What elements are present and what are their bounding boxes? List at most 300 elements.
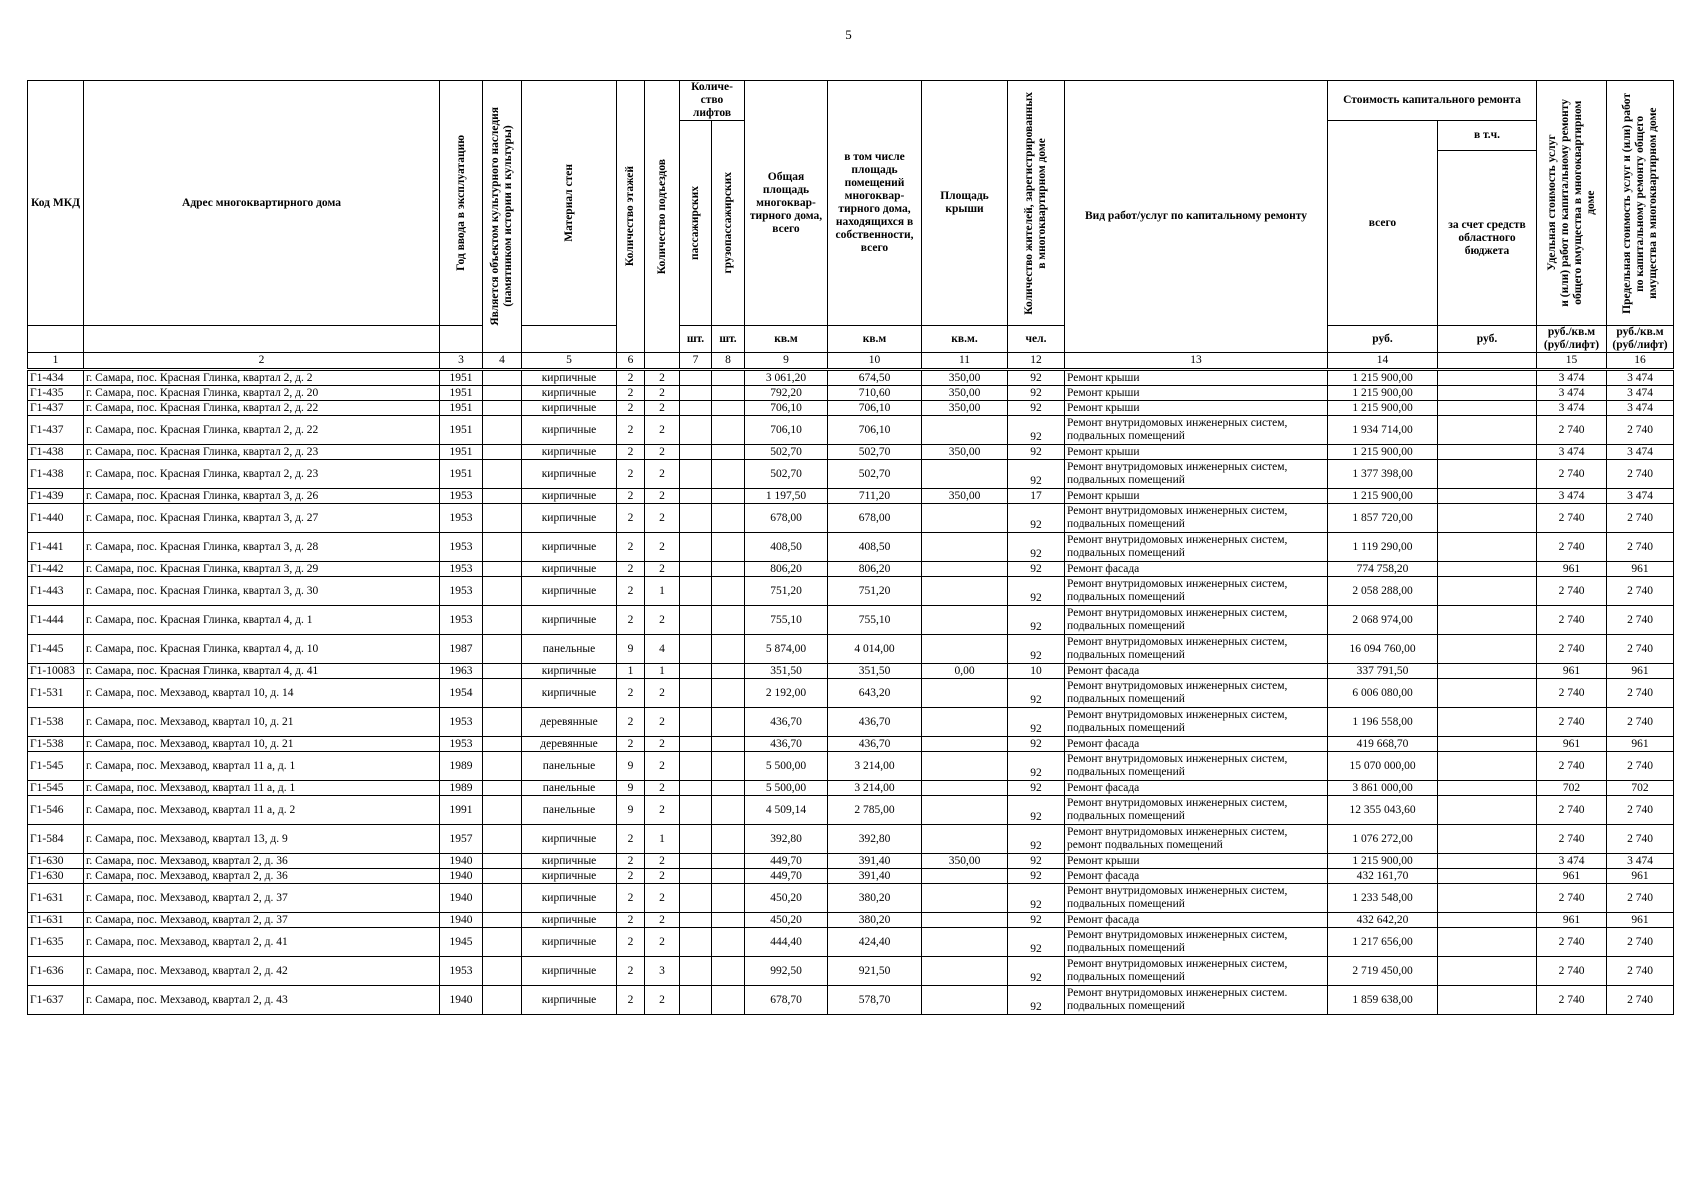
cell-address: г. Самара, пос. Мехзавод, квартал 11 а, д. 1 xyxy=(84,781,440,796)
cell-total: 449,70 xyxy=(745,854,828,869)
column-number: 3 xyxy=(440,353,483,370)
cell-address: г. Самара, пос. Мехзавод, квартал 10, д. 21 xyxy=(84,708,440,737)
cell-entr: 2 xyxy=(645,416,680,445)
cell-roof xyxy=(922,781,1008,796)
column-number xyxy=(1438,353,1537,370)
column-number: 9 xyxy=(745,353,828,370)
cell-empty xyxy=(680,884,712,913)
cell-unit: 2 740 xyxy=(1537,533,1607,562)
cell-year: 1953 xyxy=(440,504,483,533)
cell-total: 678,70 xyxy=(745,986,828,1015)
cell-entr: 4 xyxy=(645,635,680,664)
table-row xyxy=(28,533,1674,562)
cell-empty xyxy=(1438,401,1537,416)
cell-owned: 578,70 xyxy=(828,986,922,1015)
cell-empty xyxy=(712,928,745,957)
cell-limit: 2 740 xyxy=(1607,752,1674,781)
cell-walls: панельные xyxy=(522,781,617,796)
cell-work: Ремонт внутридомовых инженерных систем, подвальных помещений xyxy=(1065,796,1328,825)
cell-unit: 3 474 xyxy=(1537,386,1607,401)
col-cost-regional-header: за счет средств областного бюджета xyxy=(1438,151,1537,326)
cell-empty xyxy=(712,460,745,489)
cell-empty xyxy=(712,869,745,884)
cell-unit: 3 474 xyxy=(1537,489,1607,504)
cell-floors: 2 xyxy=(617,533,645,562)
unit-total-area: кв.м xyxy=(745,326,828,353)
column-number: 4 xyxy=(483,353,522,370)
cell-entr: 2 xyxy=(645,562,680,577)
page-number: 5 xyxy=(845,27,852,42)
cell-total: 450,20 xyxy=(745,884,828,913)
cell-empty xyxy=(712,708,745,737)
cell-empty xyxy=(712,606,745,635)
cell-code: Г1-538 xyxy=(28,708,84,737)
cell-code: Г1-435 xyxy=(28,386,84,401)
cell-empty xyxy=(483,562,522,577)
cell-address: г. Самара, пос. Мехзавод, квартал 2, д. 37 xyxy=(84,884,440,913)
cell-limit: 2 740 xyxy=(1607,957,1674,986)
cell-entr: 2 xyxy=(645,986,680,1015)
cell-owned: 921,50 xyxy=(828,957,922,986)
cell-floors: 2 xyxy=(617,913,645,928)
cell-address: г. Самара, пос. Красная Глинка, квартал 2, д. 23 xyxy=(84,460,440,489)
table-row xyxy=(28,884,1674,913)
unit-cost-regional: руб. xyxy=(1438,326,1537,353)
cell-res: 92 xyxy=(1008,386,1065,401)
cell-owned: 391,40 xyxy=(828,869,922,884)
cell-unit: 2 740 xyxy=(1537,752,1607,781)
table-body xyxy=(28,370,1674,1015)
cell-work: Ремонт внутридомовых инженерных систем, подвальных помещений xyxy=(1065,460,1328,489)
cell-empty xyxy=(680,370,712,386)
cell-cost: 2 719 450,00 xyxy=(1328,957,1438,986)
repair-register-table xyxy=(27,80,1674,1015)
table-row xyxy=(28,635,1674,664)
cell-year: 1940 xyxy=(440,854,483,869)
cell-limit: 2 740 xyxy=(1607,635,1674,664)
column-number: 5 xyxy=(522,353,617,370)
cell-unit: 2 740 xyxy=(1537,825,1607,854)
cell-roof xyxy=(922,577,1008,606)
cell-empty xyxy=(483,460,522,489)
column-number: 2 xyxy=(84,353,440,370)
cell-empty xyxy=(1438,416,1537,445)
cell-address: г. Самара, пос. Красная Глинка, квартал 3, д. 29 xyxy=(84,562,440,577)
cell-floors: 2 xyxy=(617,737,645,752)
cell-empty xyxy=(712,825,745,854)
cell-address: г. Самара, пос. Мехзавод, квартал 2, д. 36 xyxy=(84,854,440,869)
cell-roof xyxy=(922,957,1008,986)
cell-entr: 2 xyxy=(645,504,680,533)
cell-res: 92 xyxy=(1008,884,1065,913)
cell-cost: 15 070 000,00 xyxy=(1328,752,1438,781)
cell-res: 92 xyxy=(1008,825,1065,854)
cell-empty xyxy=(712,752,745,781)
cell-limit: 2 740 xyxy=(1607,416,1674,445)
cell-work: Ремонт внутридомовых инженерных систем, подвальных помещений xyxy=(1065,504,1328,533)
cell-cost: 1 377 398,00 xyxy=(1328,460,1438,489)
cell-address: г. Самара, пос. Красная Глинка, квартал 4, д. 1 xyxy=(84,606,440,635)
cell-empty xyxy=(712,854,745,869)
col-cost-header: Стоимость капитального ремонта xyxy=(1328,81,1537,121)
cell-empty xyxy=(680,869,712,884)
cell-entr: 2 xyxy=(645,445,680,460)
cell-code: Г1-439 xyxy=(28,489,84,504)
cell-walls: кирпичные xyxy=(522,928,617,957)
cell-empty xyxy=(483,986,522,1015)
cell-empty xyxy=(680,913,712,928)
cell-code: Г1-545 xyxy=(28,752,84,781)
cell-roof xyxy=(922,796,1008,825)
cell-empty xyxy=(712,562,745,577)
cell-limit: 961 xyxy=(1607,737,1674,752)
cell-floors: 2 xyxy=(617,869,645,884)
cell-empty xyxy=(680,825,712,854)
cell-owned: 711,20 xyxy=(828,489,922,504)
cell-empty xyxy=(1438,664,1537,679)
cell-floors: 2 xyxy=(617,416,645,445)
cell-entr: 2 xyxy=(645,460,680,489)
cell-total: 351,50 xyxy=(745,664,828,679)
col-lifts-passenger-header: пассажирских xyxy=(680,121,712,326)
cell-entr: 2 xyxy=(645,708,680,737)
cell-res: 92 xyxy=(1008,752,1065,781)
cell-empty xyxy=(712,796,745,825)
unit-residents: чел. xyxy=(1008,326,1065,353)
cell-address: г. Самара, пос. Мехзавод, квартал 2, д. 36 xyxy=(84,869,440,884)
cell-year: 1940 xyxy=(440,913,483,928)
cell-floors: 2 xyxy=(617,386,645,401)
table-row xyxy=(28,781,1674,796)
cell-unit: 961 xyxy=(1537,562,1607,577)
cell-floors: 2 xyxy=(617,460,645,489)
cell-empty xyxy=(712,635,745,664)
cell-limit: 702 xyxy=(1607,781,1674,796)
cell-empty xyxy=(1438,606,1537,635)
cell-entr: 1 xyxy=(645,664,680,679)
cell-total: 502,70 xyxy=(745,460,828,489)
cell-empty xyxy=(483,401,522,416)
cell-unit: 2 740 xyxy=(1537,679,1607,708)
cell-limit: 3 474 xyxy=(1607,386,1674,401)
cell-year: 1954 xyxy=(440,679,483,708)
cell-code: Г1-438 xyxy=(28,460,84,489)
cell-entr: 2 xyxy=(645,606,680,635)
cell-work: Ремонт фасада xyxy=(1065,913,1328,928)
cell-res: 17 xyxy=(1008,489,1065,504)
cell-unit: 2 740 xyxy=(1537,460,1607,489)
cell-floors: 2 xyxy=(617,606,645,635)
cell-work: Ремонт крыши xyxy=(1065,401,1328,416)
cell-empty xyxy=(712,737,745,752)
cell-limit: 2 740 xyxy=(1607,679,1674,708)
cell-empty xyxy=(1438,781,1537,796)
cell-empty xyxy=(1438,986,1537,1015)
cell-address: г. Самара, пос. Мехзавод, квартал 2, д. 37 xyxy=(84,913,440,928)
cell-res: 92 xyxy=(1008,781,1065,796)
cell-empty xyxy=(712,884,745,913)
cell-limit: 2 740 xyxy=(1607,533,1674,562)
cell-unit: 2 740 xyxy=(1537,986,1607,1015)
cell-res: 92 xyxy=(1008,986,1065,1015)
cell-roof xyxy=(922,913,1008,928)
cell-total: 5 874,00 xyxy=(745,635,828,664)
cell-empty xyxy=(483,679,522,708)
cell-cost: 2 068 974,00 xyxy=(1328,606,1438,635)
cell-cost: 6 006 080,00 xyxy=(1328,679,1438,708)
cell-total: 751,20 xyxy=(745,577,828,606)
cell-code: Г1-584 xyxy=(28,825,84,854)
cell-code: Г1-546 xyxy=(28,796,84,825)
cell-entr: 2 xyxy=(645,884,680,913)
cell-work: Ремонт крыши xyxy=(1065,445,1328,460)
cell-code: Г1-441 xyxy=(28,533,84,562)
cell-owned: 674,50 xyxy=(828,370,922,386)
cell-roof xyxy=(922,737,1008,752)
cell-owned: 706,10 xyxy=(828,401,922,416)
cell-empty xyxy=(680,928,712,957)
cell-empty xyxy=(712,679,745,708)
cell-limit: 961 xyxy=(1607,664,1674,679)
cell-floors: 2 xyxy=(617,577,645,606)
cell-work: Ремонт крыши xyxy=(1065,489,1328,504)
cell-floors: 9 xyxy=(617,781,645,796)
cell-roof xyxy=(922,606,1008,635)
cell-work: Ремонт фасада xyxy=(1065,869,1328,884)
table-row xyxy=(28,796,1674,825)
cell-empty xyxy=(680,386,712,401)
unit-lifts-cargo: шт. xyxy=(712,326,745,353)
col-code-header: Код МКД xyxy=(28,81,84,326)
cell-empty xyxy=(712,489,745,504)
cell-owned: 392,80 xyxy=(828,825,922,854)
table-header xyxy=(28,81,1674,370)
cell-code: Г1-635 xyxy=(28,928,84,957)
cell-empty xyxy=(680,460,712,489)
cell-empty xyxy=(483,869,522,884)
cell-work: Ремонт внутридомовых инженерных систем, ремонт подвальных помещений xyxy=(1065,825,1328,854)
cell-cost: 2 058 288,00 xyxy=(1328,577,1438,606)
cell-unit: 2 740 xyxy=(1537,577,1607,606)
cell-empty xyxy=(1438,577,1537,606)
cell-empty xyxy=(483,370,522,386)
cell-code: Г1-636 xyxy=(28,957,84,986)
unit-cost-total: руб. xyxy=(1328,326,1438,353)
cell-res: 92 xyxy=(1008,796,1065,825)
column-number: 11 xyxy=(922,353,1008,370)
cell-total: 5 500,00 xyxy=(745,752,828,781)
cell-entr: 2 xyxy=(645,533,680,562)
col-total-area-header: Общая площадь многоквар- тирного дома, всего xyxy=(745,81,828,326)
cell-code: Г1-438 xyxy=(28,445,84,460)
cell-roof xyxy=(922,635,1008,664)
cell-entr: 2 xyxy=(645,679,680,708)
cell-entr: 2 xyxy=(645,737,680,752)
cell-owned: 380,20 xyxy=(828,884,922,913)
cell-floors: 2 xyxy=(617,401,645,416)
cell-unit: 2 740 xyxy=(1537,957,1607,986)
col-owned-area-header: в том числе площадь помещений многоквар- тирного дома, находящихся в собственности, всего xyxy=(828,81,922,326)
table-row xyxy=(28,986,1674,1015)
cell-unit: 2 740 xyxy=(1537,884,1607,913)
cell-limit: 2 740 xyxy=(1607,606,1674,635)
cell-limit: 2 740 xyxy=(1607,928,1674,957)
cell-floors: 1 xyxy=(617,664,645,679)
cell-work: Ремонт внутридомовых инженерных систем, подвальных помещений xyxy=(1065,928,1328,957)
cell-empty xyxy=(712,957,745,986)
cell-work: Ремонт внутридомовых инженерных систем, подвальных помещений xyxy=(1065,416,1328,445)
cell-year: 1963 xyxy=(440,664,483,679)
cell-empty xyxy=(483,577,522,606)
cell-empty xyxy=(712,401,745,416)
cell-work: Ремонт внутридомовых инженерных систем, подвальных помещений xyxy=(1065,752,1328,781)
cell-address: г. Самара, пос. Мехзавод, квартал 13, д. 9 xyxy=(84,825,440,854)
col-address-header: Адрес многоквартирного дома xyxy=(84,81,440,326)
cell-year: 1940 xyxy=(440,869,483,884)
col-lifts-header: Количе- ство лифтов xyxy=(680,81,745,121)
cell-year: 1953 xyxy=(440,489,483,504)
cell-total: 992,50 xyxy=(745,957,828,986)
cell-res: 92 xyxy=(1008,533,1065,562)
cell-limit: 2 740 xyxy=(1607,708,1674,737)
cell-empty xyxy=(483,416,522,445)
cell-year: 1953 xyxy=(440,606,483,635)
cell-floors: 2 xyxy=(617,562,645,577)
cell-empty xyxy=(712,533,745,562)
cell-res: 92 xyxy=(1008,401,1065,416)
cell-unit: 2 740 xyxy=(1537,416,1607,445)
cell-code: Г1-630 xyxy=(28,854,84,869)
cell-owned: 806,20 xyxy=(828,562,922,577)
cell-floors: 2 xyxy=(617,489,645,504)
cell-empty xyxy=(483,386,522,401)
col-work-type-header: Вид работ/услуг по капитальному ремонту xyxy=(1065,81,1328,353)
cell-walls: кирпичные xyxy=(522,562,617,577)
column-number: 12 xyxy=(1008,353,1065,370)
cell-code: Г1-538 xyxy=(28,737,84,752)
cell-limit: 2 740 xyxy=(1607,825,1674,854)
cell-cost: 1 196 558,00 xyxy=(1328,708,1438,737)
cell-limit: 3 474 xyxy=(1607,854,1674,869)
cell-empty xyxy=(483,635,522,664)
column-number: 10 xyxy=(828,353,922,370)
cell-entr: 2 xyxy=(645,370,680,386)
cell-total: 2 192,00 xyxy=(745,679,828,708)
table-row xyxy=(28,416,1674,445)
col-entrances-header: Количество подъездов xyxy=(645,81,680,353)
cell-owned: 678,00 xyxy=(828,504,922,533)
cell-empty xyxy=(1438,562,1537,577)
cell-res: 92 xyxy=(1008,460,1065,489)
cell-year: 1951 xyxy=(440,416,483,445)
cell-empty xyxy=(483,928,522,957)
cell-empty xyxy=(680,606,712,635)
cell-work: Ремонт крыши xyxy=(1065,370,1328,386)
cell-unit: 3 474 xyxy=(1537,445,1607,460)
cell-owned: 3 214,00 xyxy=(828,781,922,796)
cell-empty xyxy=(483,533,522,562)
cell-code: Г1-442 xyxy=(28,562,84,577)
cell-limit: 3 474 xyxy=(1607,489,1674,504)
cell-total: 444,40 xyxy=(745,928,828,957)
cell-empty xyxy=(712,986,745,1015)
cell-year: 1989 xyxy=(440,781,483,796)
cell-entr: 1 xyxy=(645,825,680,854)
cell-empty xyxy=(1438,635,1537,664)
cell-empty xyxy=(1438,928,1537,957)
cell-empty xyxy=(1438,370,1537,386)
cell-code: Г1-443 xyxy=(28,577,84,606)
cell-empty xyxy=(680,445,712,460)
cell-unit: 3 474 xyxy=(1537,370,1607,386)
cell-walls: кирпичные xyxy=(522,445,617,460)
cell-empty xyxy=(1438,533,1537,562)
cell-code: Г1-545 xyxy=(28,781,84,796)
cell-roof xyxy=(922,825,1008,854)
table-row xyxy=(28,708,1674,737)
column-number: 1 xyxy=(28,353,84,370)
cell-total: 436,70 xyxy=(745,708,828,737)
cell-empty xyxy=(483,957,522,986)
cell-empty xyxy=(680,562,712,577)
cell-walls: кирпичные xyxy=(522,416,617,445)
cell-empty xyxy=(483,825,522,854)
cell-total: 436,70 xyxy=(745,737,828,752)
cell-entr: 3 xyxy=(645,957,680,986)
table-row xyxy=(28,445,1674,460)
cell-limit: 2 740 xyxy=(1607,884,1674,913)
cell-limit: 961 xyxy=(1607,913,1674,928)
unit-lifts-passenger: шт. xyxy=(680,326,712,353)
cell-empty xyxy=(680,679,712,708)
cell-address: г. Самара, пос. Красная Глинка, квартал 2, д. 23 xyxy=(84,445,440,460)
cell-roof xyxy=(922,884,1008,913)
cell-empty xyxy=(1438,445,1537,460)
col-cost-incl-header: в т.ч. xyxy=(1438,121,1537,151)
cell-walls: кирпичные xyxy=(522,370,617,386)
cell-owned: 408,50 xyxy=(828,533,922,562)
cell-empty xyxy=(680,533,712,562)
cell-cost: 1 217 656,00 xyxy=(1328,928,1438,957)
cell-total: 3 061,20 xyxy=(745,370,828,386)
cell-res: 92 xyxy=(1008,606,1065,635)
cell-cost: 1 215 900,00 xyxy=(1328,854,1438,869)
cell-empty xyxy=(680,504,712,533)
cell-walls: кирпичные xyxy=(522,884,617,913)
column-number xyxy=(645,353,680,370)
cell-address: г. Самара, пос. Мехзавод, квартал 2, д. 43 xyxy=(84,986,440,1015)
cell-res: 92 xyxy=(1008,913,1065,928)
cell-unit: 961 xyxy=(1537,664,1607,679)
cell-empty xyxy=(680,781,712,796)
unit-limit-cost: руб./кв.м (руб/лифт) xyxy=(1607,326,1674,353)
table-row xyxy=(28,386,1674,401)
column-number: 14 xyxy=(1328,353,1438,370)
table-row xyxy=(28,752,1674,781)
cell-empty xyxy=(1438,854,1537,869)
cell-cost: 1 215 900,00 xyxy=(1328,445,1438,460)
cell-entr: 2 xyxy=(645,854,680,869)
cell-year: 1991 xyxy=(440,796,483,825)
cell-address: г. Самара, пос. Красная Глинка, квартал 2, д. 22 xyxy=(84,416,440,445)
cell-year: 1953 xyxy=(440,577,483,606)
cell-walls: деревянные xyxy=(522,737,617,752)
cell-walls: кирпичные xyxy=(522,825,617,854)
cell-roof: 350,00 xyxy=(922,854,1008,869)
cell-roof: 350,00 xyxy=(922,489,1008,504)
cell-entr: 2 xyxy=(645,928,680,957)
cell-code: Г1-631 xyxy=(28,884,84,913)
